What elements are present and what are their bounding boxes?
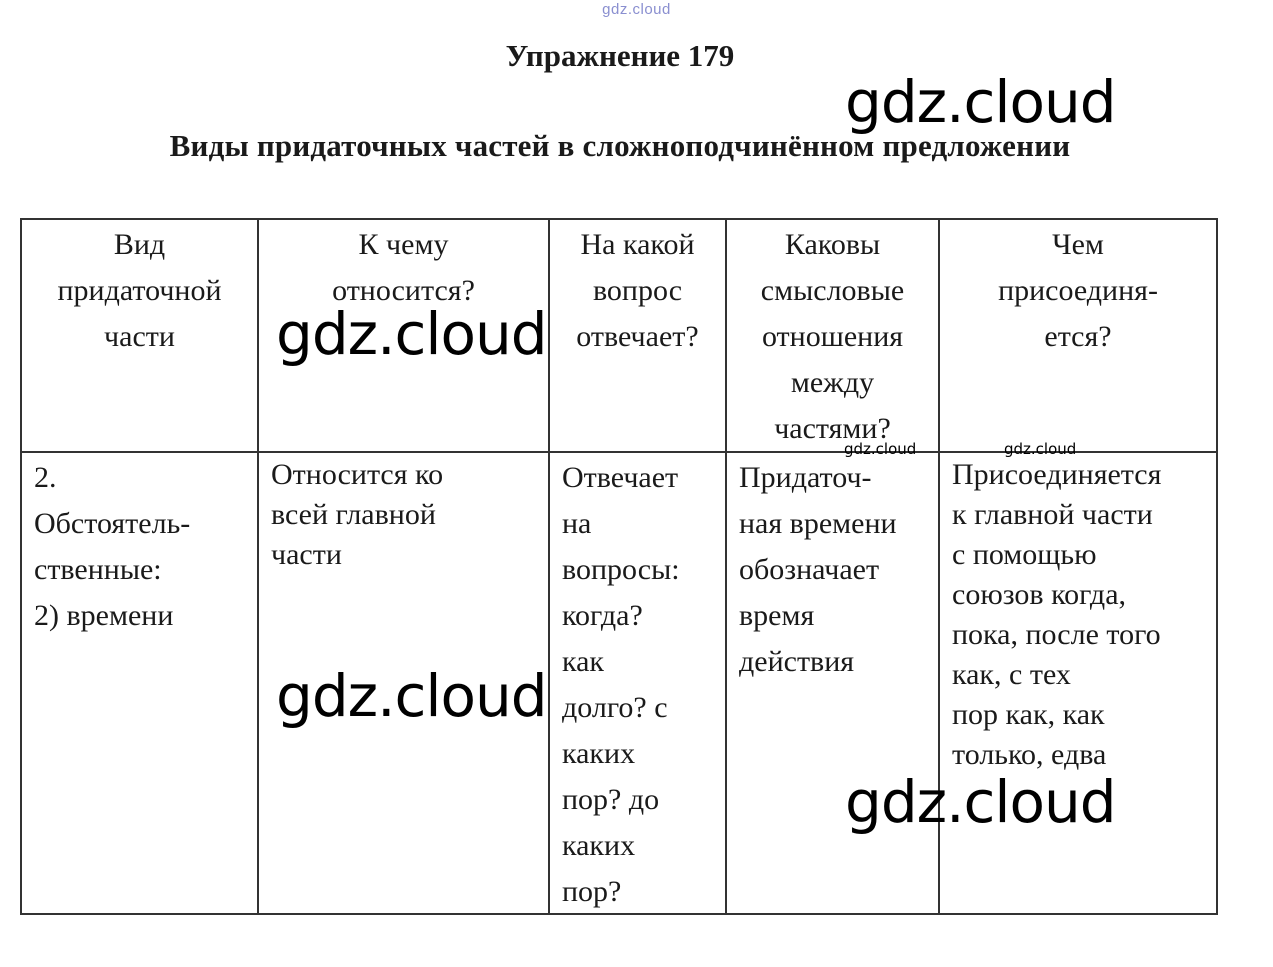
watermark: gdz.cloud — [276, 662, 547, 730]
watermark-small: gdz.cloud — [1004, 440, 1077, 458]
top-watermark: gdz.cloud — [602, 1, 671, 18]
header-refers-to: К чему относится? — [332, 228, 475, 307]
header-clause-type: Вид придаточной части — [57, 228, 222, 353]
watermark-small: gdz.cloud — [844, 440, 917, 458]
column-divider — [257, 220, 259, 913]
cell-question: Отвечает на вопросы: когда? как долго? с каких пор? до каких пор? — [562, 461, 680, 908]
header-question: На какой вопрос отвечает? — [576, 228, 699, 353]
cell-clause-type: 2. Обстоятель- ственные: 2) времени — [34, 461, 191, 632]
cell-meaning: Придаточ- ная времени обозначает время действия — [739, 461, 897, 678]
header-meaning: Каковы смысловые отношения между частями? — [760, 228, 905, 445]
header-connection: Чем присоединя- ется? — [998, 228, 1158, 353]
watermark: gdz.cloud — [845, 768, 1116, 836]
cell-refers-to: Относится ко всей главной части — [271, 458, 444, 571]
watermark: gdz.cloud — [276, 300, 547, 368]
cell-connection: Присоединяется к главной части с помощью союзов когда, пока, после того как, с тех пор как, как только, едва — [952, 458, 1162, 771]
page-title: Упражнение 179 — [505, 38, 735, 73]
watermark: gdz.cloud — [845, 68, 1116, 136]
page-subtitle: Виды придаточных частей в сложноподчинённом предложении — [169, 128, 1071, 163]
